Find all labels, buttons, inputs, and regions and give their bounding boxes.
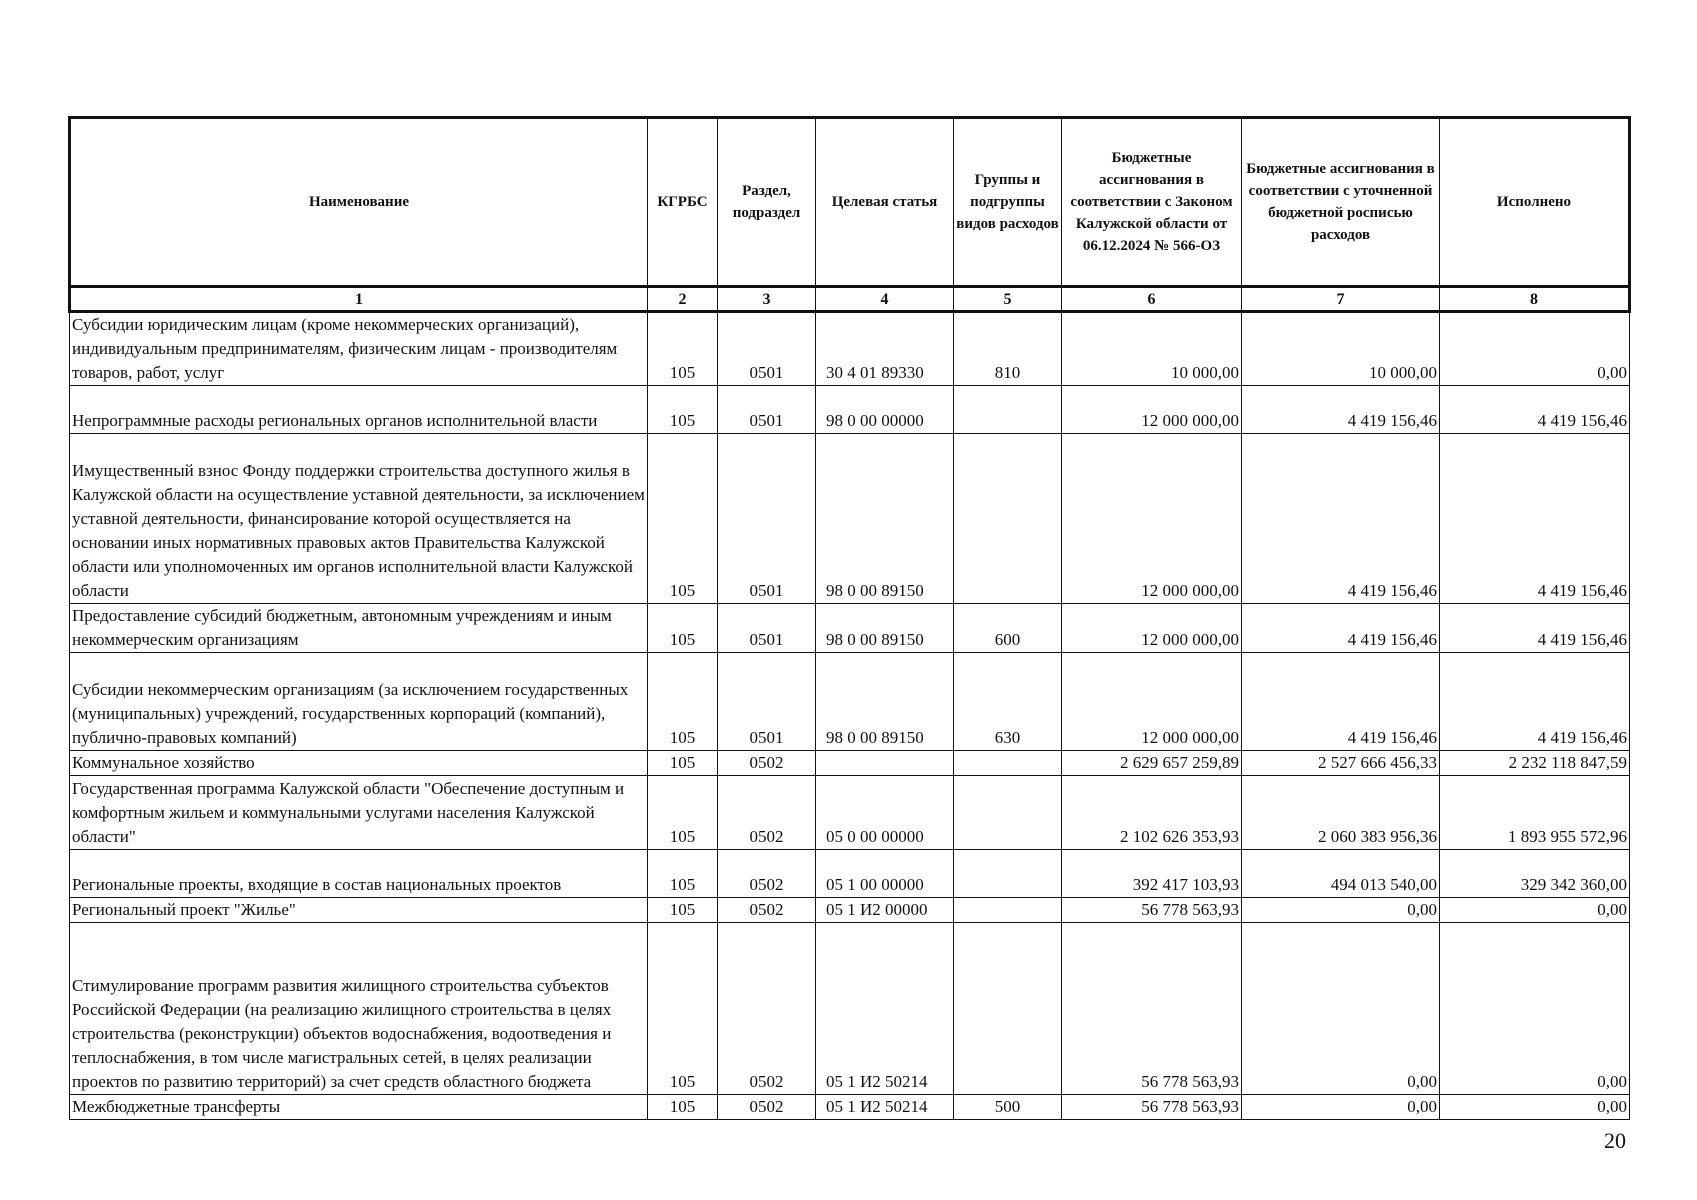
row-executed: 329 342 360,00 xyxy=(1440,850,1630,898)
row-kgrbs: 105 xyxy=(648,776,718,850)
row-refined: 0,00 xyxy=(1242,898,1440,923)
row-section: 0502 xyxy=(718,898,816,923)
row-name: Стимулирование программ развития жилищного строительства субъектов Российской Федерации (на реализацию жилищного строительства в целях строительства (реконструкции) объектов водоснабжения, водоотведения и теплоснабжения, в том числе магистральных сетей, в целях реализации проектов по развитию территорий) за счет средств областного бюджета xyxy=(70,923,648,1095)
row-section: 0501 xyxy=(718,434,816,604)
column-number: 3 xyxy=(718,287,816,312)
budget-table xyxy=(68,116,1631,1120)
column-number-row xyxy=(70,287,1630,312)
header-kgrbs: КГРБС xyxy=(648,118,718,287)
table-row xyxy=(70,898,1630,923)
row-group xyxy=(954,923,1062,1095)
row-refined: 2 060 383 956,36 xyxy=(1242,776,1440,850)
row-group: 500 xyxy=(954,1095,1062,1120)
row-group xyxy=(954,898,1062,923)
row-target: 98 0 00 89150 xyxy=(816,434,954,604)
row-kgrbs: 105 xyxy=(648,898,718,923)
row-executed: 0,00 xyxy=(1440,312,1630,386)
row-section: 0502 xyxy=(718,1095,816,1120)
header-refined: Бюджетные ассигнования в соответствии с уточненной бюджетной росписью расходов xyxy=(1242,118,1440,287)
row-name: Имущественный взнос Фонду поддержки строительства доступного жилья в Калужской области на осуществление уставной деятельности, за исключением уставной деятельности, финансирование которой осуществляется на основании иных нормативных правовых актов Правительства Калужской области или уполномоченных им органов исполнительной власти Калужской области xyxy=(70,434,648,604)
row-section: 0501 xyxy=(718,312,816,386)
row-group xyxy=(954,850,1062,898)
row-executed: 4 419 156,46 xyxy=(1440,434,1630,604)
row-target: 98 0 00 00000 xyxy=(816,386,954,434)
row-law: 10 000,00 xyxy=(1062,312,1242,386)
column-number: 7 xyxy=(1242,287,1440,312)
table-row xyxy=(70,434,1630,604)
row-executed: 0,00 xyxy=(1440,1095,1630,1120)
row-group: 600 xyxy=(954,604,1062,653)
row-executed: 4 419 156,46 xyxy=(1440,653,1630,751)
table-row xyxy=(70,653,1630,751)
table-row xyxy=(70,1095,1630,1120)
table-row xyxy=(70,923,1630,1095)
header-law: Бюджетные ассигнования в соответствии с Законом Калужской области от 06.12.2024 № 566-ОЗ xyxy=(1062,118,1242,287)
row-group xyxy=(954,751,1062,776)
table-row xyxy=(70,386,1630,434)
row-law: 2 629 657 259,89 xyxy=(1062,751,1242,776)
row-kgrbs: 105 xyxy=(648,434,718,604)
row-kgrbs: 105 xyxy=(648,923,718,1095)
row-law: 392 417 103,93 xyxy=(1062,850,1242,898)
column-number: 8 xyxy=(1440,287,1630,312)
row-name: Региональные проекты, входящие в состав национальных проектов xyxy=(70,850,648,898)
row-target: 30 4 01 89330 xyxy=(816,312,954,386)
row-executed: 0,00 xyxy=(1440,923,1630,1095)
row-law: 2 102 626 353,93 xyxy=(1062,776,1242,850)
row-refined: 0,00 xyxy=(1242,1095,1440,1120)
row-kgrbs: 105 xyxy=(648,604,718,653)
row-kgrbs: 105 xyxy=(648,850,718,898)
row-refined: 4 419 156,46 xyxy=(1242,386,1440,434)
row-section: 0501 xyxy=(718,386,816,434)
column-number: 6 xyxy=(1062,287,1242,312)
row-target: 05 1 00 00000 xyxy=(816,850,954,898)
row-refined: 4 419 156,46 xyxy=(1242,604,1440,653)
row-kgrbs: 105 xyxy=(648,312,718,386)
row-section: 0502 xyxy=(718,923,816,1095)
row-refined: 4 419 156,46 xyxy=(1242,653,1440,751)
row-target: 05 1 И2 50214 xyxy=(816,923,954,1095)
header-name: Наименование xyxy=(70,118,648,287)
column-number: 1 xyxy=(70,287,648,312)
row-refined: 0,00 xyxy=(1242,923,1440,1095)
row-law: 12 000 000,00 xyxy=(1062,434,1242,604)
page-number: 20 xyxy=(1604,1128,1626,1153)
row-target: 05 1 И2 50214 xyxy=(816,1095,954,1120)
row-law: 12 000 000,00 xyxy=(1062,653,1242,751)
row-kgrbs: 105 xyxy=(648,653,718,751)
row-kgrbs: 105 xyxy=(648,1095,718,1120)
row-section: 0501 xyxy=(718,653,816,751)
row-target: 05 0 00 00000 xyxy=(816,776,954,850)
row-law: 12 000 000,00 xyxy=(1062,604,1242,653)
row-law: 56 778 563,93 xyxy=(1062,923,1242,1095)
row-law: 56 778 563,93 xyxy=(1062,898,1242,923)
row-kgrbs: 105 xyxy=(648,386,718,434)
header-row xyxy=(70,118,1630,287)
row-target: 98 0 00 89150 xyxy=(816,604,954,653)
table-row xyxy=(70,776,1630,850)
row-executed: 2 232 118 847,59 xyxy=(1440,751,1630,776)
row-kgrbs: 105 xyxy=(648,751,718,776)
table-row xyxy=(70,604,1630,653)
table-row xyxy=(70,312,1630,386)
header-target: Целевая статья xyxy=(816,118,954,287)
row-executed: 0,00 xyxy=(1440,898,1630,923)
row-refined: 10 000,00 xyxy=(1242,312,1440,386)
row-executed: 4 419 156,46 xyxy=(1440,604,1630,653)
table-row xyxy=(70,751,1630,776)
table-row xyxy=(70,850,1630,898)
row-section: 0501 xyxy=(718,604,816,653)
row-executed: 4 419 156,46 xyxy=(1440,386,1630,434)
row-group xyxy=(954,776,1062,850)
row-executed: 1 893 955 572,96 xyxy=(1440,776,1630,850)
row-name: Субсидии некоммерческим организациям (за исключением государственных (муниципальных) учреждений, государственных корпораций (компаний), публично-правовых компаний) xyxy=(70,653,648,751)
row-name: Предоставление субсидий бюджетным, автономным учреждениям и иным некоммерческим организациям xyxy=(70,604,648,653)
row-name: Субсидии юридическим лицам (кроме некоммерческих организаций), индивидуальным предпринимателям, физическим лицам - производителям товаров, работ, услуг xyxy=(70,312,648,386)
row-section: 0502 xyxy=(718,850,816,898)
row-law: 12 000 000,00 xyxy=(1062,386,1242,434)
header-executed: Исполнено xyxy=(1440,118,1630,287)
header-section: Раздел, подраздел xyxy=(718,118,816,287)
row-target: 98 0 00 89150 xyxy=(816,653,954,751)
row-section: 0502 xyxy=(718,751,816,776)
row-refined: 2 527 666 456,33 xyxy=(1242,751,1440,776)
row-law: 56 778 563,93 xyxy=(1062,1095,1242,1120)
row-group: 630 xyxy=(954,653,1062,751)
row-refined: 494 013 540,00 xyxy=(1242,850,1440,898)
row-name: Государственная программа Калужской области "Обеспечение доступным и комфортным жильем и коммунальными услугами населения Калужской области" xyxy=(70,776,648,850)
row-group: 810 xyxy=(954,312,1062,386)
row-target: 05 1 И2 00000 xyxy=(816,898,954,923)
row-name: Коммунальное хозяйство xyxy=(70,751,648,776)
row-name: Непрограммные расходы региональных органов исполнительной власти xyxy=(70,386,648,434)
row-target xyxy=(816,751,954,776)
row-group xyxy=(954,386,1062,434)
column-number: 5 xyxy=(954,287,1062,312)
row-refined: 4 419 156,46 xyxy=(1242,434,1440,604)
column-number: 2 xyxy=(648,287,718,312)
row-section: 0502 xyxy=(718,776,816,850)
row-group xyxy=(954,434,1062,604)
row-name: Региональный проект "Жилье" xyxy=(70,898,648,923)
header-groups: Группы и подгруппы видов расходов xyxy=(954,118,1062,287)
row-name: Межбюджетные трансферты xyxy=(70,1095,648,1120)
column-number: 4 xyxy=(816,287,954,312)
